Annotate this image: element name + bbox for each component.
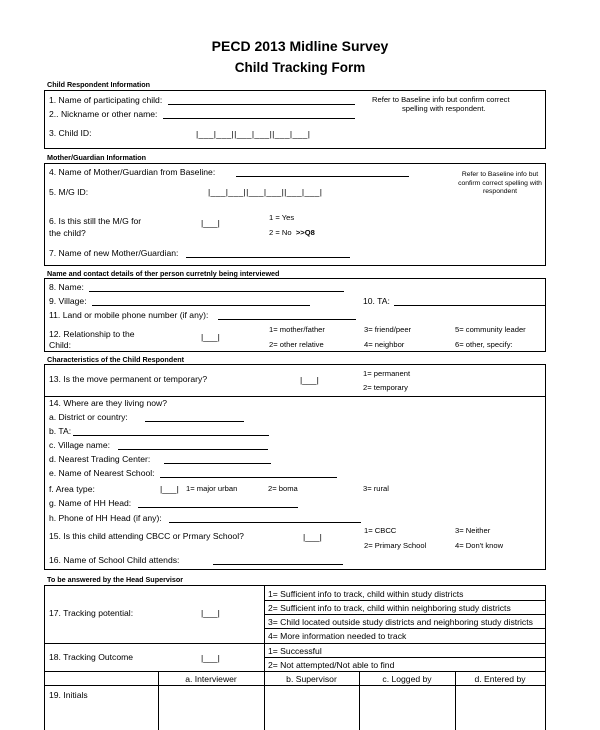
q6-option-no: 2 = No >>Q8: [269, 228, 315, 237]
q19-label: 19. Initials: [49, 690, 88, 700]
child-id-boxes[interactable]: |___|___||___|___||___|___|: [196, 129, 311, 139]
relation-opt6: 6= other, specify:: [455, 340, 513, 349]
q14e-label: e. Name of Nearest School:: [49, 468, 155, 478]
child-note-line1: Refer to Baseline info but confirm correct: [372, 95, 510, 104]
col-supervisor: b. Supervisor: [286, 674, 337, 684]
q3-label: 3. Child ID:: [49, 128, 92, 138]
school-name-field[interactable]: [213, 564, 343, 565]
col-interviewer: a. Interviewer: [185, 674, 237, 684]
q12-answer-box[interactable]: |___|: [201, 332, 220, 342]
q17-opt4: 4= More information needed to track: [268, 631, 407, 641]
trading-center-field[interactable]: [164, 463, 271, 464]
q14-ta-field[interactable]: [73, 435, 269, 436]
section-characteristics: Characteristics of the Child Respondent: [47, 355, 184, 364]
q11-label: 11. Land or mobile phone number (if any):: [49, 310, 209, 320]
q15-opt3: 3= Neither: [455, 526, 491, 535]
q13-option-temporary: 2= temporary: [363, 383, 408, 392]
relation-opt3: 3= friend/peer: [364, 325, 412, 334]
q5-label: 5. M/G ID:: [49, 187, 89, 197]
form-subtitle: Child Tracking Form: [234, 60, 366, 75]
q17-answer-box[interactable]: |___|: [201, 608, 220, 618]
area-opt3: 3= rural: [363, 484, 389, 493]
q14f-label: f. Area type:: [49, 484, 95, 494]
q18-opt1: 1= Successful: [268, 646, 322, 656]
q9-label: 9. Village:: [49, 296, 87, 306]
q14a-label: a. District or country:: [49, 412, 128, 422]
q14b-label: b. TA:: [49, 426, 72, 436]
interviewee-name-field[interactable]: [89, 291, 344, 292]
section-child-respondent: Child Respondent Information: [47, 80, 151, 89]
relation-opt1: 1= mother/father: [269, 325, 325, 334]
child-note-line2: spelling with respondent.: [402, 104, 486, 113]
q17-opt1: 1= Sufficient info to track, child within study districts: [268, 589, 464, 599]
ta-field[interactable]: [394, 305, 546, 306]
q13-answer-box[interactable]: |___|: [300, 375, 319, 385]
q2-label: 2.. Nickname or other name:: [49, 109, 158, 119]
q10-label: 10. TA:: [363, 296, 390, 306]
q14g-label: g. Name of HH Head:: [49, 498, 132, 508]
phone-field[interactable]: [218, 319, 356, 320]
q17-opt2: 2= Sufficient info to track, child within neighboring study districts: [268, 603, 511, 613]
q7-label: 7. Name of new Mother/Guardian:: [49, 248, 179, 258]
q17-opt3: 3= Child located outside study districts and neighboring study districts: [268, 617, 533, 627]
q13-label: 13. Is the move permanent or temporary?: [49, 374, 208, 384]
col-logged-by: c. Logged by: [382, 674, 432, 684]
mother-name-field[interactable]: [236, 176, 409, 177]
q14h-label: h. Phone of HH Head (if any):: [49, 513, 162, 523]
relation-opt2: 2= other relative: [269, 340, 324, 349]
district-field[interactable]: [145, 421, 244, 422]
relation-opt5: 5= community leader: [455, 325, 526, 334]
q8-label: 8. Name:: [49, 282, 84, 292]
area-type-box[interactable]: |___|: [160, 484, 179, 494]
mother-id-boxes[interactable]: |___|___||___|___||___|___|: [208, 187, 323, 197]
section-head-supervisor: To be answered by the Head Supervisor: [47, 575, 184, 584]
q15-opt2: 2= Primary School: [364, 541, 427, 550]
col-entered-by: d. Entered by: [474, 674, 526, 684]
mother-note-line2: confirm correct spelling with: [458, 179, 542, 187]
nearest-school-field[interactable]: [160, 477, 337, 478]
q14-label: 14. Where are they living now?: [49, 398, 167, 408]
new-guardian-field[interactable]: [186, 257, 350, 258]
q15-opt1: 1= CBCC: [364, 526, 397, 535]
q6-option-yes: 1 = Yes: [269, 213, 295, 222]
q14c-label: c. Village name:: [49, 440, 110, 450]
q12-label-line1: 12. Relationship to the: [49, 329, 135, 339]
q6-answer-box[interactable]: |___|: [201, 218, 220, 228]
hh-head-name-field[interactable]: [138, 507, 298, 508]
hh-head-phone-field[interactable]: [169, 522, 361, 523]
q18-answer-box[interactable]: |___|: [201, 653, 220, 663]
mother-note-line1: Refer to Baseline info but: [461, 171, 539, 178]
child-name-field[interactable]: [168, 104, 355, 105]
child-nickname-field[interactable]: [163, 118, 355, 119]
q18-label: 18. Tracking Outcome: [49, 652, 134, 662]
q4-label: 4. Name of Mother/Guardian from Baseline:: [49, 167, 216, 177]
village-name-field[interactable]: [118, 449, 268, 450]
area-opt1: 1= major urban: [186, 484, 238, 493]
q6-label-line1: 6. Is this still the M/G for: [49, 216, 142, 226]
village-field[interactable]: [92, 305, 310, 306]
q15-opt4: 4= Don't know: [455, 541, 504, 550]
q6-skip-instruction: >>Q8: [295, 228, 315, 237]
page-title: PECD 2013 Midline Survey: [211, 38, 389, 54]
mother-note-line3: respondent: [482, 188, 517, 195]
section-person-interviewed: Name and contact details of ther person curretnly being interviewed: [47, 269, 280, 278]
q17-label: 17. Tracking potential:: [49, 608, 134, 618]
relation-opt4: 4= neighbor: [364, 340, 405, 349]
q6-label-line2: the child?: [49, 228, 86, 238]
q14d-label: d. Nearest Trading Center:: [49, 454, 151, 464]
q18-opt2: 2= Not attempted/Not able to find: [268, 660, 395, 670]
q12-label-line2: Child:: [49, 340, 71, 350]
q1-label: 1. Name of participating child:: [49, 95, 163, 105]
q16-label: 16. Name of School Child attends:: [49, 555, 180, 565]
section-mother-guardian: Mother/Guardian Information: [47, 153, 147, 162]
q15-label: 15. Is this child attending CBCC or Prmary School?: [49, 531, 244, 541]
area-opt2: 2= boma: [268, 484, 298, 493]
mother-note: [450, 171, 550, 197]
q13-option-permanent: 1= permanent: [363, 369, 411, 378]
q15-answer-box[interactable]: |___|: [303, 532, 322, 542]
